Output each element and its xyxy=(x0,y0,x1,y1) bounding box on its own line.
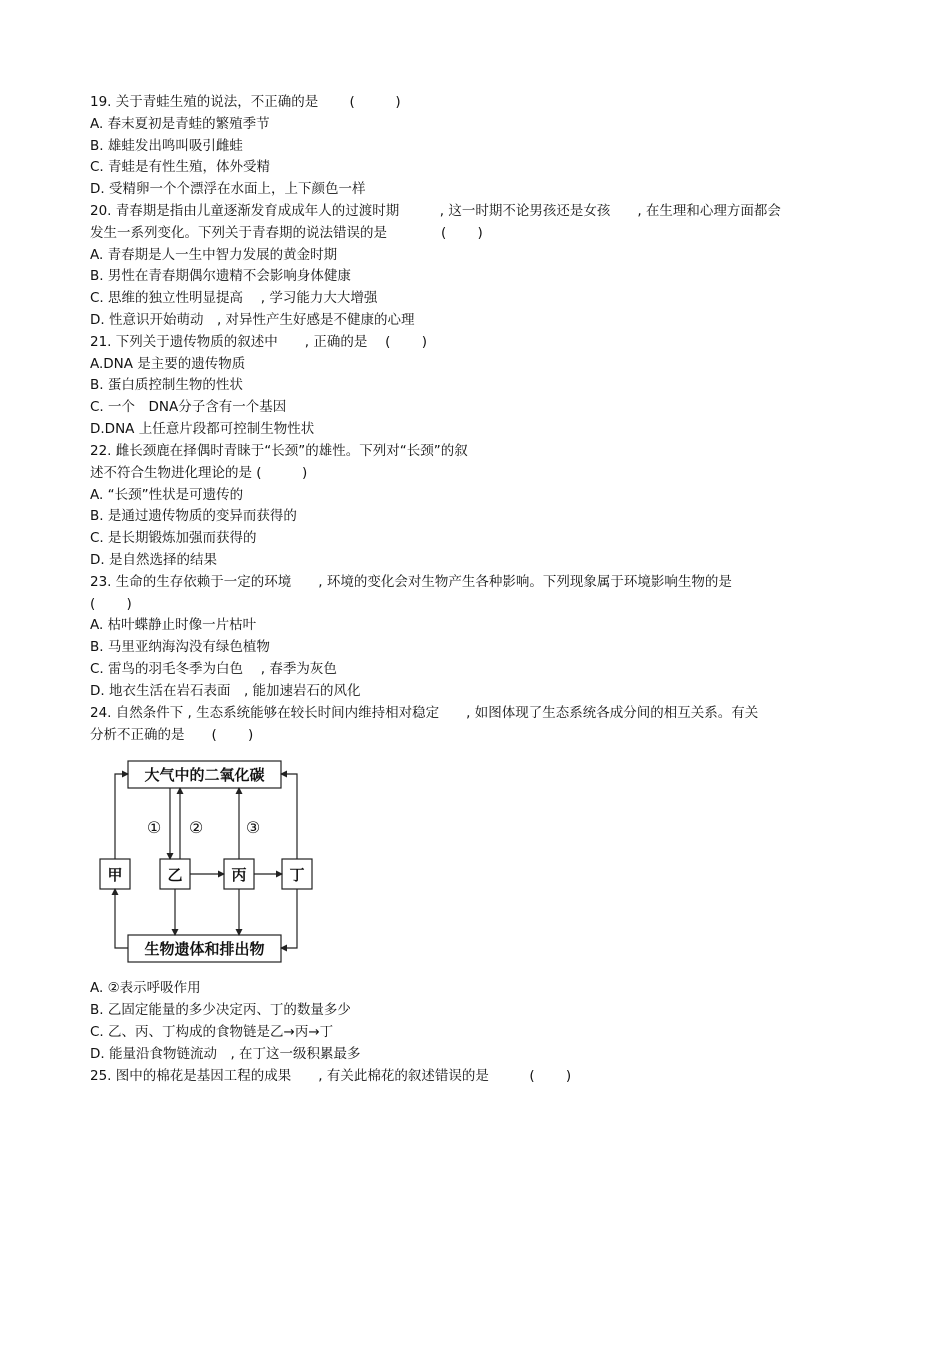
marker-2: ② xyxy=(188,818,204,837)
q20-stem-line1: 20. 青春期是指由儿童逐渐发育成成年人的过渡时期 , 这一时期不论男孩还是女孩 , 在生理和心理方面都会 xyxy=(90,203,781,219)
q24-option-d: D. 能量沿食物链流动 , 在丁这一级积累最多 xyxy=(90,1046,361,1062)
q22-option-d: D. 是自然选择的结果 xyxy=(90,552,217,568)
q22-stem-line1: 22. 雌长颈鹿在择偶时青睐于“长颈”的雄性。下列对“长颈”的叙 xyxy=(90,443,468,459)
q25-stem: 25. 图中的棉花是基因工程的成果 , 有关此棉花的叙述错误的是 ( ) xyxy=(90,1068,572,1084)
q23-option-a: A. 枯叶蝶静止时像一片枯叶 xyxy=(90,617,257,633)
marker-3: ③ xyxy=(245,818,261,837)
q24-option-b: B. 乙固定能量的多少决定丙、丁的数量多少 xyxy=(90,1002,351,1018)
q19-option-c: C. 青蛙是有性生殖，体外受精 xyxy=(90,159,271,175)
remains-label: 生物遗体和排出物 xyxy=(144,940,265,958)
q20-option-a: A. 青春期是人一生中智力发展的黄金时期 xyxy=(90,247,338,263)
q23-option-b: B. 马里亚纳海沟没有绿色植物 xyxy=(90,639,270,655)
q19-stem: 19. 关于青蛙生殖的说法，不正确的是 ( ) xyxy=(90,94,401,110)
yi-label: 乙 xyxy=(167,866,183,884)
q24-stem-line1: 24. 自然条件下 , 生态系统能够在较长时间内维持相对稳定 , 如图体现了生态系统各成分间的相互关系。有关 xyxy=(90,705,759,721)
q24-option-c: C. 乙、丙、丁构成的食物链是乙→丙→丁 xyxy=(90,1024,334,1040)
q22-option-c: C. 是长期锻炼加强而获得的 xyxy=(90,530,257,546)
q21-option-c: C. 一个 DNA分子含有一个基因 xyxy=(90,399,287,415)
q22-stem-line2: 述不符合生物进化理论的是 ( ) xyxy=(90,465,308,481)
q20-option-b: B. 男性在青春期偶尔遗精不会影响身体健康 xyxy=(90,268,351,284)
q21-option-b: B. 蛋白质控制生物的性状 xyxy=(90,377,243,393)
q21-option-d: D.DNA 上任意片段都可控制生物性状 xyxy=(90,421,315,437)
q20-option-d: D. 性意识开始萌动 , 对异性产生好感是不健康的心理 xyxy=(90,312,415,328)
ding-label: 丁 xyxy=(289,866,305,884)
q24-option-a: A. ②表示呼吸作用 xyxy=(90,980,201,996)
q20-option-c: C. 思维的独立性明显提高 , 学习能力大大增强 xyxy=(90,290,378,306)
ecosystem-diagram xyxy=(96,758,321,970)
q24-stem-line2: 分析不正确的是 ( ) xyxy=(90,727,254,743)
q21-option-a: A.DNA 是主要的遗传物质 xyxy=(90,356,246,372)
co2-label: 大气中的二氧化碳 xyxy=(144,766,265,784)
q23-stem-line2: ( ) xyxy=(90,596,132,612)
q20-stem-line2: 发生一系列变化。下列关于青春期的说法错误的是 ( ) xyxy=(90,225,483,241)
q19-option-a: A. 春末夏初是青蛙的繁殖季节 xyxy=(90,116,270,132)
q19-option-d: D. 受精卵一个个漂浮在水面上，上下颜色一样 xyxy=(90,181,366,197)
q21-stem: 21. 下列关于遗传物质的叙述中 , 正确的是 ( ) xyxy=(90,334,427,350)
q19-option-b: B. 雄蛙发出鸣叫吸引雌蛙 xyxy=(90,138,243,154)
q23-option-d: D. 地衣生活在岩石表面 , 能加速岩石的风化 xyxy=(90,683,361,699)
q22-option-a: A. “长颈”性状是可遗传的 xyxy=(90,487,244,503)
jia-label: 甲 xyxy=(107,866,123,884)
bing-label: 丙 xyxy=(231,866,247,884)
q23-stem-line1: 23. 生命的生存依赖于一定的环境 , 环境的变化会对生物产生各种影响。下列现象属于环境影响生物的是 xyxy=(90,574,732,590)
marker-1: ① xyxy=(146,818,162,837)
q23-option-c: C. 雷鸟的羽毛冬季为白色 , 春季为灰色 xyxy=(90,661,337,677)
q22-option-b: B. 是通过遗传物质的变异而获得的 xyxy=(90,508,297,524)
